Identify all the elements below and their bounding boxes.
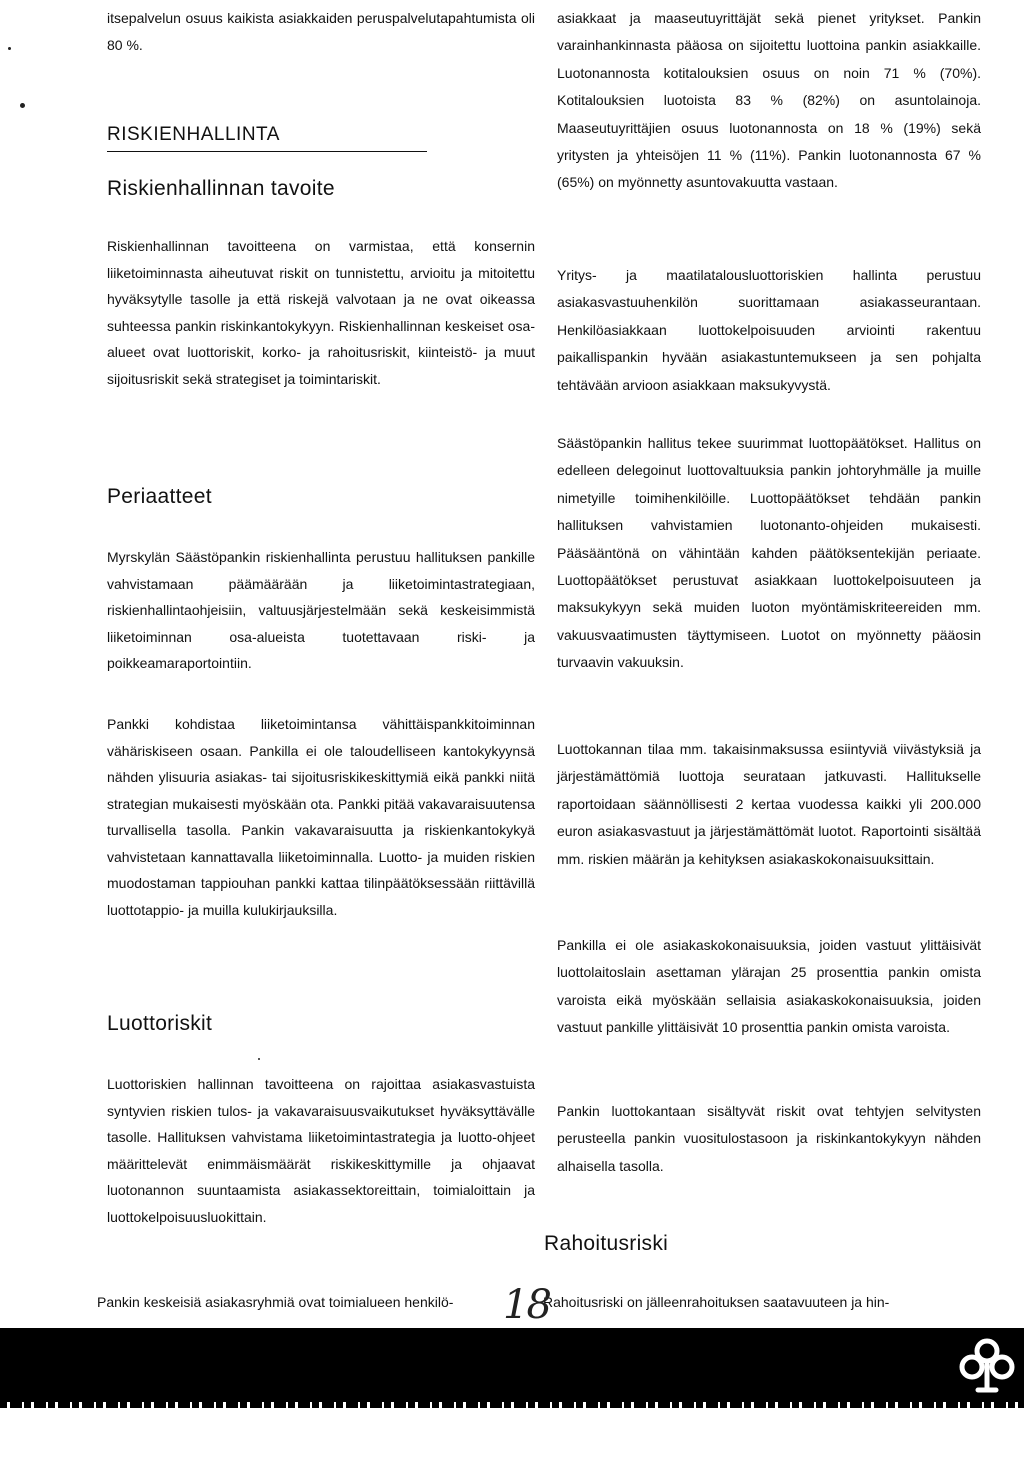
paragraph-luottoriskit-1: Luottoriskien hallinnan tavoitteena on rajoittaa asiakasvastuista syntyvien riskien tulos- ja vakavaraisuusvaikutukset hyväksyttävälle tasolle. Hallituksen vahvistama liiketoimintastrategia ja luotto-ohjeet määrittelevät enimmäismäärät riskikeskittymille ja ohjaavat luotonannon suuntaamista asiakassektoreittain, toimialoittain ja luottokelpoisuusluokittain. bbox=[107, 1076, 535, 1225]
paragraph-luottokannan-riskit: Pankin luottokantaan sisältyvät riskit ovat tehtyjen selvitysten perusteella pankin vuositulostasoon ja riskinkantokykyyn nähden alhaisella tasolla. bbox=[557, 1103, 981, 1174]
paragraph-periaatteet-2: Pankki kohdistaa liiketoimintansa vähittäispankkitoiminnan vähäriskiseen osaan. Pankilla ei ole taloudelliseen kantokykyynsä nähden ylisuuria asiakas- tai sijoitusriskikeskittymiä eikä pankki niitä strategian mukaisesti myöskään ota. Pankki pitää vakavaraisuutensa turvallisella tasolla. Pankin vakavaraisuutta ja riskienkantokykyä vahvistetaan kannattavalla liiketoiminnalla. Luotto- ja muiden riskien muodostaman tappiouhan pankki kattaa tilinpäätöksessään riittävillä luottotappio- ja muilla kulukirjauksilla. bbox=[107, 716, 535, 918]
section-title: RISKIENHALLINTA bbox=[107, 124, 280, 145]
paragraph-luottopaatokset: Säästöpankin hallitus tekee suurimmat luottopäätökset. Hallitus on edelleen delegoinut luottovaltuuksia pankin johtoryhmälle ja muille nimetyille toimihenkilöille. Luottopäätökset tehdään pankin hallituksen vahvistamien luotonanto-ohjeiden mukaisesti. Pääsääntönä on vähintään kahden päätöksentekijän periaate. Luottopäätökset perustuvat asiakkaan luottokelpoisuuteen ja maksukykyyn sekä muiden luoton myöntämiskriteereiden mm. vakuusvaatimusten täyttymiseen. Luotot on myönnetty pääosin turvaavin vakuuksin. bbox=[557, 435, 981, 671]
scan-speck bbox=[258, 1058, 260, 1060]
heading-luottoriskit: Luottoriskit bbox=[107, 1012, 213, 1035]
paragraph-luottokannan-tila: Luottokannan tilaa mm. takaisinmaksussa esiintyviä viivästyksiä ja järjestämättömiä luottoja seurataan jatkuvasti. Hallitukselle raportoidaan säännöllisesti 2 kertaa vuodessa kaikki yli 200.000 euron asiakasvastuut ja järjestämättömät luotot. Raportointi sisältää mm. riskien määrän ja kehityksen asiakaskokonaisuuksittain. bbox=[557, 741, 981, 867]
paragraph-asiakkaat: asiakkaat ja maaseutuyrittäjät sekä pienet yritykset. Pankin varainhankinnasta pääosa on sijoitettu luottoina pankin asiakkaille. Luotonannosta kotitalouksien osuus on noin 71 % (70%). Kotitalouksien luotoista 83 % (82%) on asuntolainoja. Maaseutuyrittäjien osuus luotonannosta on 18 % (19%) sekä yritysten ja yhteisöjen 11 % (11%). Pankin luotonannosta 67 % (65%) on myönnetty asuntovakuutta vastaan. bbox=[557, 10, 981, 191]
paragraph-luottoriskit-2: Pankin keskeisiä asiakasryhmiä ovat toimialueen henkilö- bbox=[97, 1294, 454, 1310]
paragraph-periaatteet-1: Myrskylän Säästöpankin riskienhallinta perustuu hallituksen pankille vahvistamaan päämäärään ja liiketoimintastrategiaan, riskienhallintaohjeisiin, valtuusjärjestelmään sekä keskeisimmistä liiketoiminnan osa-alueista tuotettavaan riski- ja poikkeamaraportointiin. bbox=[107, 549, 535, 671]
savings-bank-tree-logo-icon bbox=[956, 1336, 1018, 1398]
section-title-underline bbox=[107, 151, 427, 152]
paragraph-rahoitusriski: Rahoitusriski on jälleenrahoituksen saatavuuteen ja hin- bbox=[543, 1294, 890, 1310]
paragraph-intro: itsepalvelun osuus kaikista asiakkaiden peruspalvelutapahtumista oli 80 %. bbox=[107, 10, 535, 53]
heading-periaatteet: Periaatteet bbox=[107, 485, 212, 508]
page-number: 18 bbox=[503, 1282, 550, 1328]
heading-rahoitusriski: Rahoitusriski bbox=[544, 1232, 669, 1255]
scan-speck bbox=[20, 103, 25, 108]
footer-band bbox=[0, 1328, 1024, 1402]
heading-riskienhallinnan-tavoite: Riskienhallinnan tavoite bbox=[107, 177, 335, 200]
paragraph-yritys-luottoriskit: Yritys- ja maatilatalousluottoriskien hallinta perustuu asiakasvastuuhenkilön suorittamaan asiakasseurantaan. Henkilöasiakkaan luottokelpoisuuden arviointi rakentuu paikallispankin hyvään asiakastuntemukseen ja sen pohjalta tehtävään arvioon asiakkaan maksukyvystä. bbox=[557, 267, 981, 393]
scan-speck bbox=[8, 47, 11, 50]
paragraph-asiakaskokonaisuudet: Pankilla ei ole asiakaskokonaisuuksia, joiden vastuut ylittäisivät luottolaitoslain asettaman ylärajan 25 prosenttia pankin omista varoista eikä myöskään sellaisia asiakaskokonaisuuksia, joiden vastuut pankille ylittäisivät 10 prosenttia pankin omista varoista. bbox=[557, 937, 981, 1036]
paragraph-tavoite: Riskienhallinnan tavoitteena on varmistaa, että konsernin liiketoiminnasta aiheutuvat riskit on tunnistettu, arvioitu ja mitoitettu hyväksytylle tasolle ja että riskejä valvotaan ja ne ovat oikeassa suhteessa pankin riskinkantokykyyn. Riskienhallinnan keskeiset osa-alueet ovat luottoriskit, korko- ja rahoitusriskit, kiinteistö- ja muut sijoitusriskit sekä strategiset ja toimintariskit. bbox=[107, 238, 535, 387]
footer-band-edge bbox=[0, 1402, 1024, 1408]
